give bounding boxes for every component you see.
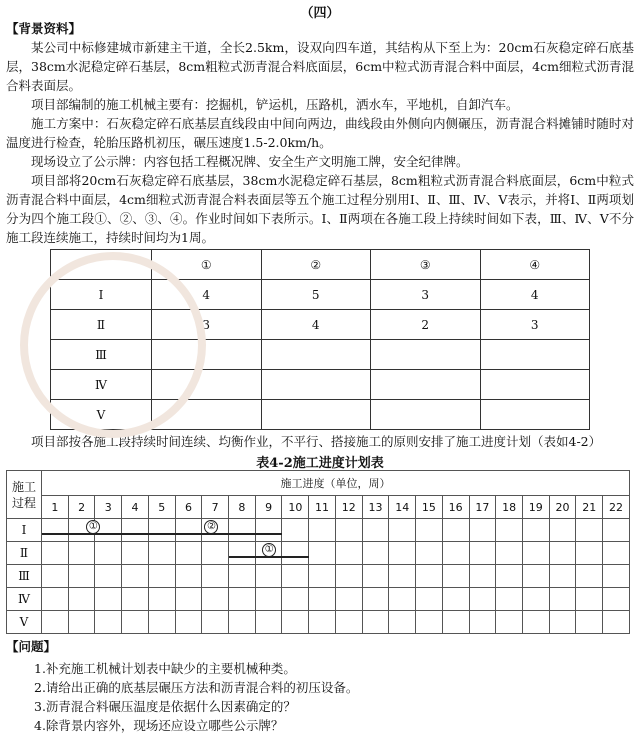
schedule-cell (335, 519, 362, 542)
duration-cell (152, 340, 262, 370)
week-header-cell: 11 (309, 496, 336, 519)
schedule-cell (389, 542, 416, 565)
schedule-cell (576, 519, 603, 542)
schedule-cell (469, 588, 496, 611)
schedule-cell (389, 565, 416, 588)
week-header-cell: 18 (496, 496, 523, 519)
schedule-cell (603, 519, 630, 542)
process-cell: Ⅴ (51, 400, 152, 430)
schedule-cell (148, 588, 175, 611)
week-header-cell: 14 (389, 496, 416, 519)
segment-header: ② (261, 250, 371, 280)
schedule-cell (496, 611, 523, 634)
schedule-cell (335, 588, 362, 611)
schedule-cell (442, 519, 469, 542)
question-item: 4.除背景内容外，现场还应设立哪些公示牌？ (34, 718, 284, 733)
schedule-cell (416, 519, 443, 542)
schedule-cell (549, 588, 576, 611)
question-item: 2.请给出正确的底基层碾压方法和沥青混合料的初压设备。 (34, 680, 359, 695)
schedule-cell (576, 611, 603, 634)
schedule-cell (122, 519, 149, 542)
schedule-cell (603, 588, 630, 611)
week-header-cell: 9 (255, 496, 282, 519)
week-header-cell: 4 (122, 496, 149, 519)
table-row (51, 340, 590, 370)
schedule-cell (229, 519, 256, 542)
schedule-cell (229, 588, 256, 611)
schedule-note: 项目部按各施工段持续时间连续、均衡作业，不平行、搭接施工的原则安排了施工进度计划（表如4-2） (31, 434, 602, 449)
week-header-cell: 10 (282, 496, 309, 519)
process-cell: Ⅱ (51, 310, 152, 340)
schedule-cell (389, 519, 416, 542)
schedule-cell (362, 611, 389, 634)
table-corner-cell (51, 250, 152, 280)
schedule-bar-label: ② (204, 520, 218, 534)
week-header-cell: 2 (68, 496, 95, 519)
schedule-cell (175, 588, 202, 611)
schedule-cell (175, 542, 202, 565)
duration-cell: 4 (152, 280, 262, 310)
process-cell: Ⅲ (51, 340, 152, 370)
week-header-row (7, 496, 630, 519)
table-row (51, 310, 590, 340)
schedule-cell (522, 542, 549, 565)
week-header-cell: 17 (469, 496, 496, 519)
schedule-cell (549, 519, 576, 542)
progress-header: 施工进度（单位，周） (42, 471, 630, 496)
week-header-cell: 22 (603, 496, 630, 519)
schedule-row (7, 519, 630, 542)
question-item: 3.沥青混合料碾压温度是依据什么因素确定的？ (34, 699, 296, 714)
duration-cell (152, 370, 262, 400)
schedule-cell (416, 542, 443, 565)
duration-cell (371, 340, 481, 370)
schedule-cell (95, 565, 122, 588)
schedule-cell (416, 565, 443, 588)
schedule-cell (469, 519, 496, 542)
schedule-cell (95, 611, 122, 634)
schedule-cell (175, 519, 202, 542)
week-header-cell: 3 (95, 496, 122, 519)
table-header-row (51, 250, 590, 280)
schedule-cell (122, 542, 149, 565)
schedule-cell (255, 611, 282, 634)
duration-cell: 5 (261, 280, 371, 310)
schedule-row (7, 542, 630, 565)
segment-header: ③ (371, 250, 481, 280)
schedule-cell (576, 588, 603, 611)
schedule-cell (42, 611, 69, 634)
schedule-cell (603, 611, 630, 634)
schedule-cell (95, 542, 122, 565)
schedule-cell (496, 565, 523, 588)
duration-cell (371, 370, 481, 400)
schedule-cell (148, 611, 175, 634)
schedule-cell (522, 611, 549, 634)
schedule-cell (42, 588, 69, 611)
background-body (0, 38, 640, 247)
schedule-cell (576, 542, 603, 565)
week-header-cell: 12 (335, 496, 362, 519)
schedule-bar (148, 533, 282, 535)
section-heading: （四） (300, 6, 340, 21)
week-header-cell: 1 (42, 496, 69, 519)
schedule-cell (175, 565, 202, 588)
schedule-cell (229, 565, 256, 588)
schedule-cell (148, 565, 175, 588)
schedule-row (7, 611, 630, 634)
schedule-cell (68, 542, 95, 565)
schedule-cell (68, 611, 95, 634)
schedule-cell (603, 565, 630, 588)
schedule-cell (335, 565, 362, 588)
duration-cell: 4 (480, 280, 590, 310)
schedule-cell (549, 565, 576, 588)
schedule-cell (549, 611, 576, 634)
schedule-bar-label: ① (262, 543, 276, 557)
schedule-cell (549, 542, 576, 565)
duration-cell: 4 (261, 310, 371, 340)
paragraph: 项目部将20cm石灰稳定碎石底基层，38cm水泥稳定碎石基层，8cm粗粒式沥青混合料底面层，6cm中粒式沥青混合料中面层，4cm细粒式沥青混合料表面层等五个施工过程分别用Ⅰ、Ⅱ、Ⅲ、Ⅳ、Ⅴ表示，并将Ⅰ、Ⅱ两项划分为四个施工段①、②、③、④。作业时间如下表所示。Ⅰ、Ⅱ两项在各施工段上持续时间如下表，Ⅲ、Ⅳ、Ⅴ不分施工段连续施工，持续时间均为1周。 (6, 173, 634, 245)
schedule-cell (442, 588, 469, 611)
duration-cell (480, 400, 590, 430)
table-row (51, 400, 590, 430)
schedule-cell (469, 611, 496, 634)
schedule-cell (442, 565, 469, 588)
duration-cell: 3 (480, 310, 590, 340)
duration-cell (480, 370, 590, 400)
week-header-cell: 16 (442, 496, 469, 519)
duration-cell (261, 400, 371, 430)
paragraph: 某公司中标修建城市新建主干道，全长2.5km，设双向四车道，其结构从下至上为：20cm石灰稳定碎石底基层，38cm水泥稳定碎石基层，8cm粗粒式沥青混合料底面层，6cm中粒式沥青混合料中面层，4cm细粒式沥青混合料表面层。 (6, 40, 634, 93)
background-label: 【背景资料】 (6, 21, 82, 36)
schedule-cell (522, 519, 549, 542)
schedule-cell (362, 588, 389, 611)
duration-cell: 3 (371, 280, 481, 310)
schedule-cell (442, 542, 469, 565)
schedule-cell (42, 565, 69, 588)
schedule-row (7, 565, 630, 588)
schedule-cell (335, 611, 362, 634)
schedule-cell (496, 588, 523, 611)
duration-cell: 3 (152, 310, 262, 340)
schedule-table (6, 470, 630, 634)
process-cell: Ⅰ (51, 280, 152, 310)
schedule-cell (389, 588, 416, 611)
duration-cell (261, 370, 371, 400)
schedule-cell (255, 519, 282, 542)
schedule-cell (522, 565, 549, 588)
week-header-cell: 6 (175, 496, 202, 519)
week-header-cell: 8 (229, 496, 256, 519)
week-header-cell: 15 (416, 496, 443, 519)
schedule-cell (282, 588, 309, 611)
schedule-cell (255, 565, 282, 588)
schedule-cell (42, 542, 69, 565)
duration-cell (152, 400, 262, 430)
week-header-cell: 19 (522, 496, 549, 519)
questions-list (6, 659, 634, 735)
schedule-process-cell: Ⅳ (7, 588, 42, 611)
schedule-process-cell: Ⅱ (7, 542, 42, 565)
schedule-cell (122, 611, 149, 634)
schedule-cell (442, 611, 469, 634)
duration-cell (371, 400, 481, 430)
schedule-cell (469, 542, 496, 565)
schedule-cell (282, 611, 309, 634)
schedule-cell (148, 542, 175, 565)
schedule-cell (202, 565, 229, 588)
schedule-cell (309, 611, 336, 634)
schedule-cell (202, 542, 229, 565)
paragraph: 项目部编制的施工机械主要有：挖掘机，铲运机，压路机，洒水车，平地机，自卸汽车。 (31, 97, 519, 112)
schedule-cell (335, 542, 362, 565)
schedule-cell (229, 542, 256, 565)
week-header-cell: 21 (576, 496, 603, 519)
schedule-cell (496, 519, 523, 542)
duration-cell (261, 340, 371, 370)
schedule-cell (522, 588, 549, 611)
schedule-row (7, 588, 630, 611)
schedule-title: 表4-2施工进度计划表 (256, 456, 384, 471)
table-row (51, 370, 590, 400)
schedule-cell (202, 611, 229, 634)
duration-table (50, 249, 590, 430)
table-row (51, 280, 590, 310)
schedule-cell (42, 519, 69, 542)
schedule-cell (175, 611, 202, 634)
schedule-cell (389, 611, 416, 634)
schedule-header-row (7, 471, 630, 496)
schedule-cell (282, 519, 309, 542)
week-header-cell: 5 (148, 496, 175, 519)
schedule-cell (309, 588, 336, 611)
schedule-cell (202, 588, 229, 611)
schedule-cell (255, 588, 282, 611)
schedule-cell (309, 565, 336, 588)
schedule-bar-label: ① (86, 520, 100, 534)
schedule-cell (309, 542, 336, 565)
segment-header: ① (152, 250, 262, 280)
schedule-cell (68, 588, 95, 611)
paragraph: 现场设立了公示牌：内容包括工程概况牌、安全生产文明施工牌，安全纪律牌。 (31, 154, 469, 169)
schedule-cell (95, 588, 122, 611)
schedule-process-cell: Ⅰ (7, 519, 42, 542)
schedule-cell (122, 588, 149, 611)
schedule-cell (362, 565, 389, 588)
schedule-process-cell: Ⅴ (7, 611, 42, 634)
schedule-cell (576, 565, 603, 588)
questions-label: 【问题】 (6, 639, 57, 654)
duration-cell (480, 340, 590, 370)
schedule-cell (416, 611, 443, 634)
schedule-cell (362, 519, 389, 542)
paragraph: 施工方案中：石灰稳定碎石底基层直线段由中间向两边，曲线段由外侧向内侧碾压，沥青混合料摊铺时随时对温度进行检查，轮胎压路机初压，碾压速度1.5-2.0km/h。 (6, 116, 634, 150)
schedule-cell (362, 542, 389, 565)
schedule-cell (309, 519, 336, 542)
schedule-cell (469, 565, 496, 588)
question-item: 1.补充施工机械计划表中缺少的主要机械种类。 (34, 661, 296, 676)
schedule-cell (496, 542, 523, 565)
schedule-cell (603, 542, 630, 565)
schedule-process-cell: Ⅲ (7, 565, 42, 588)
process-header: 施工过程 (7, 471, 42, 519)
schedule-cell (148, 519, 175, 542)
schedule-cell (416, 588, 443, 611)
process-cell: Ⅳ (51, 370, 152, 400)
week-header-cell: 13 (362, 496, 389, 519)
schedule-cell (229, 611, 256, 634)
schedule-cell (68, 565, 95, 588)
duration-cell: 2 (371, 310, 481, 340)
schedule-cell (122, 565, 149, 588)
schedule-cell (282, 565, 309, 588)
schedule-cell (282, 542, 309, 565)
segment-header: ④ (480, 250, 590, 280)
week-header-cell: 20 (549, 496, 576, 519)
week-header-cell: 7 (202, 496, 229, 519)
